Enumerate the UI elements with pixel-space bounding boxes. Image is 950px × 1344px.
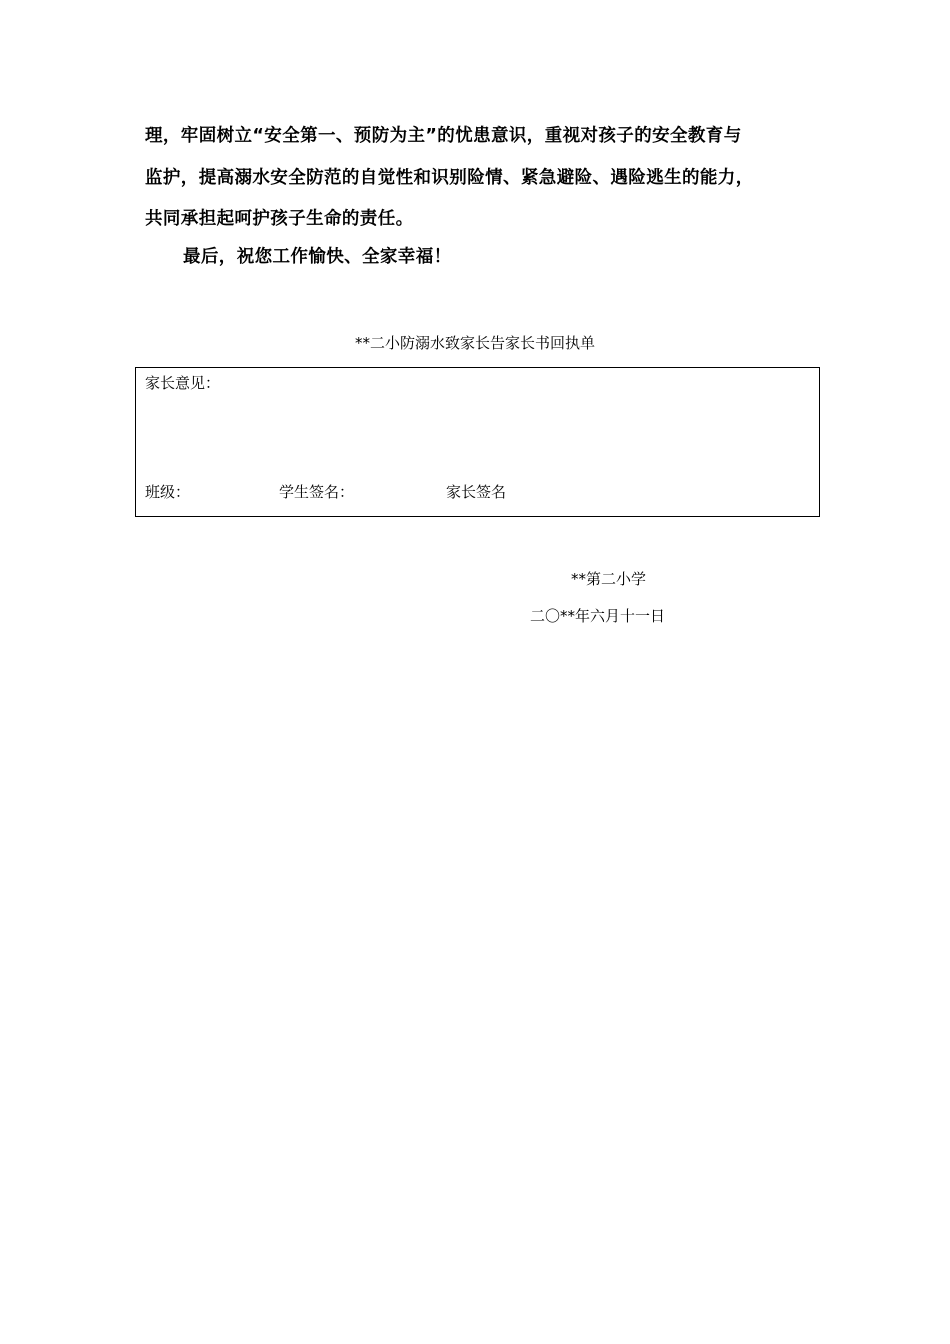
parent-signature-label: 家长签名 [446, 483, 507, 501]
receipt-form [135, 367, 820, 517]
student-signature-label: 学生签名： [279, 483, 355, 501]
letter-paragraph-line: 共同承担起呵护孩子生命的责任。 [145, 209, 414, 229]
letter-closing: 最后，祝您工作愉快、全家幸福！ [183, 247, 452, 267]
parent-opinion-label: 家长意见： [145, 374, 221, 392]
letter-paragraph-line: 理，牢固树立“安全第一、预防为主”的忧患意识，重视对孩子的安全教育与 [145, 126, 742, 146]
receipt-title: **二小防溺水致家长告家长书回执单 [354, 334, 595, 352]
signature-date: 二〇**年六月十一日 [530, 607, 666, 625]
letter-paragraph-line: 监护，提高溺水安全防范的自觉性和识别险情、紧急避险、遇险逃生的能力， [145, 168, 754, 188]
school-name: **第二小学 [571, 570, 647, 588]
class-label: 班级： [145, 483, 191, 501]
